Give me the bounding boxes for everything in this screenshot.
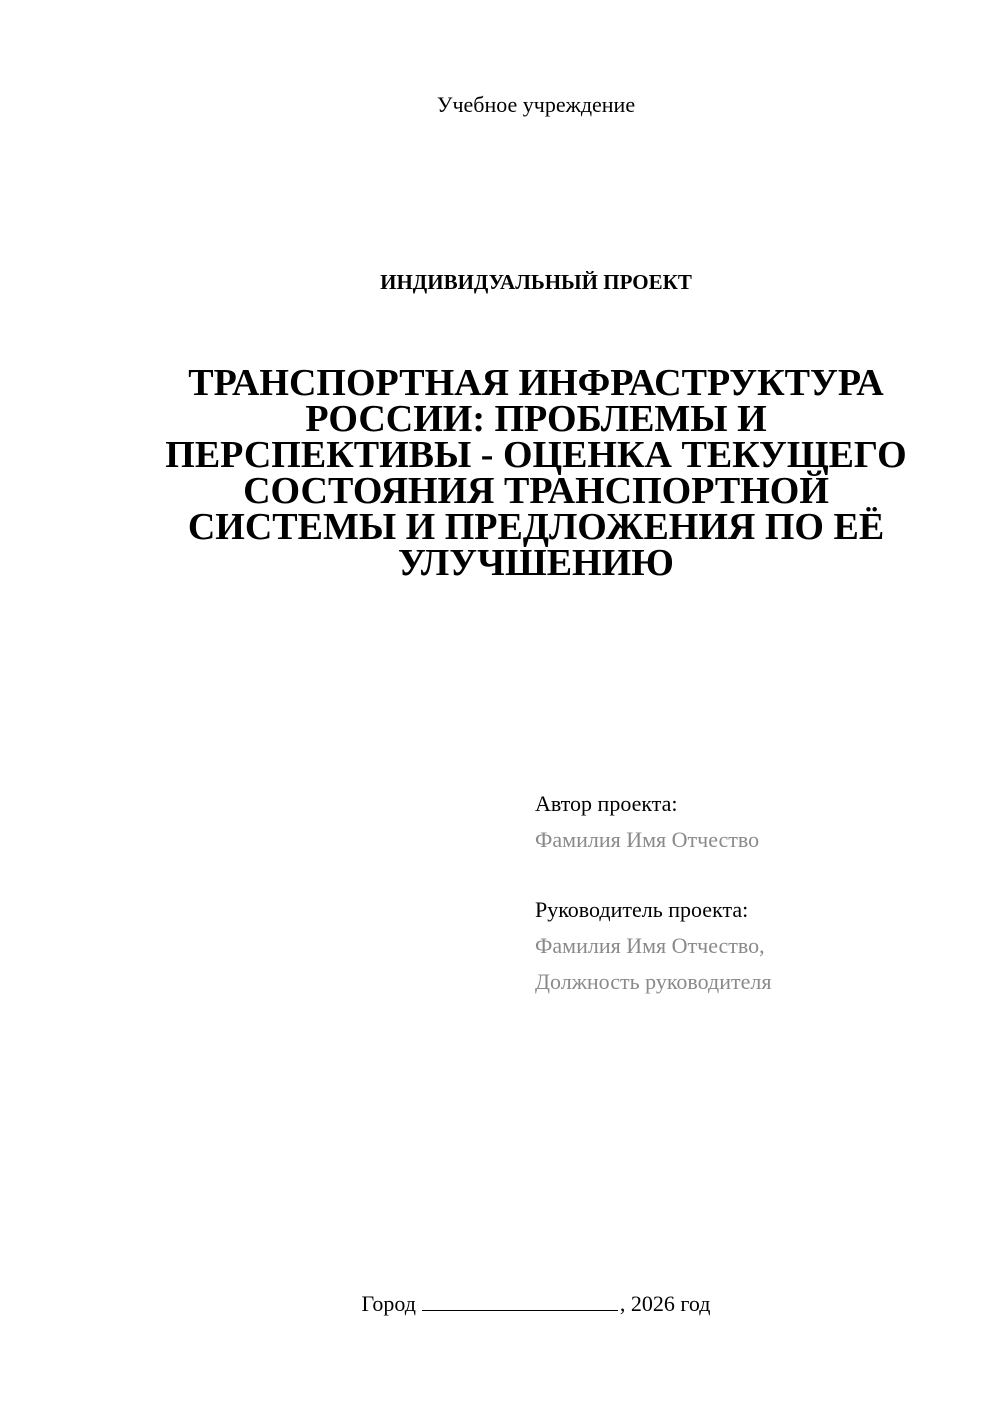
supervisor-position: Должность руководителя bbox=[535, 969, 772, 994]
project-type-label: ИНДИВИДУАЛЬНЫЙ ПРОЕКТ bbox=[380, 270, 692, 294]
project-title bbox=[150, 362, 922, 584]
project-title-line: ПЕРСПЕКТИВЫ - ОЦЕНКА ТЕКУЩЕГО bbox=[165, 434, 907, 476]
city-label: Город bbox=[361, 1291, 416, 1316]
city-blank-line bbox=[422, 1292, 618, 1311]
author-label: Автор проекта: bbox=[535, 791, 678, 816]
project-title-line: ТРАНСПОРТНАЯ ИНФРАСТРУКТУРА bbox=[188, 362, 884, 404]
project-title-line: РОССИИ: ПРОБЛЕМЫ И bbox=[305, 398, 767, 440]
supervisor-name: Фамилия Имя Отчество, bbox=[535, 933, 765, 958]
supervisor-label: Руководитель проекта: bbox=[535, 897, 749, 922]
footer-city-year bbox=[0, 1289, 1000, 1319]
author-block bbox=[535, 786, 759, 858]
project-title-line: СИСТЕМЫ И ПРЕДЛОЖЕНИЯ ПО ЕЁ bbox=[187, 506, 885, 548]
project-title-line: УЛУЧШЕНИЮ bbox=[398, 542, 674, 584]
project-title-line: СОСТОЯНИЯ ТРАНСПОРТНОЙ bbox=[243, 470, 829, 512]
year-text: , 2026 год bbox=[619, 1291, 711, 1316]
institution-name: Учебное учреждение bbox=[436, 92, 636, 117]
supervisor-block bbox=[535, 892, 771, 1000]
author-name: Фамилия Имя Отчество bbox=[535, 827, 760, 852]
